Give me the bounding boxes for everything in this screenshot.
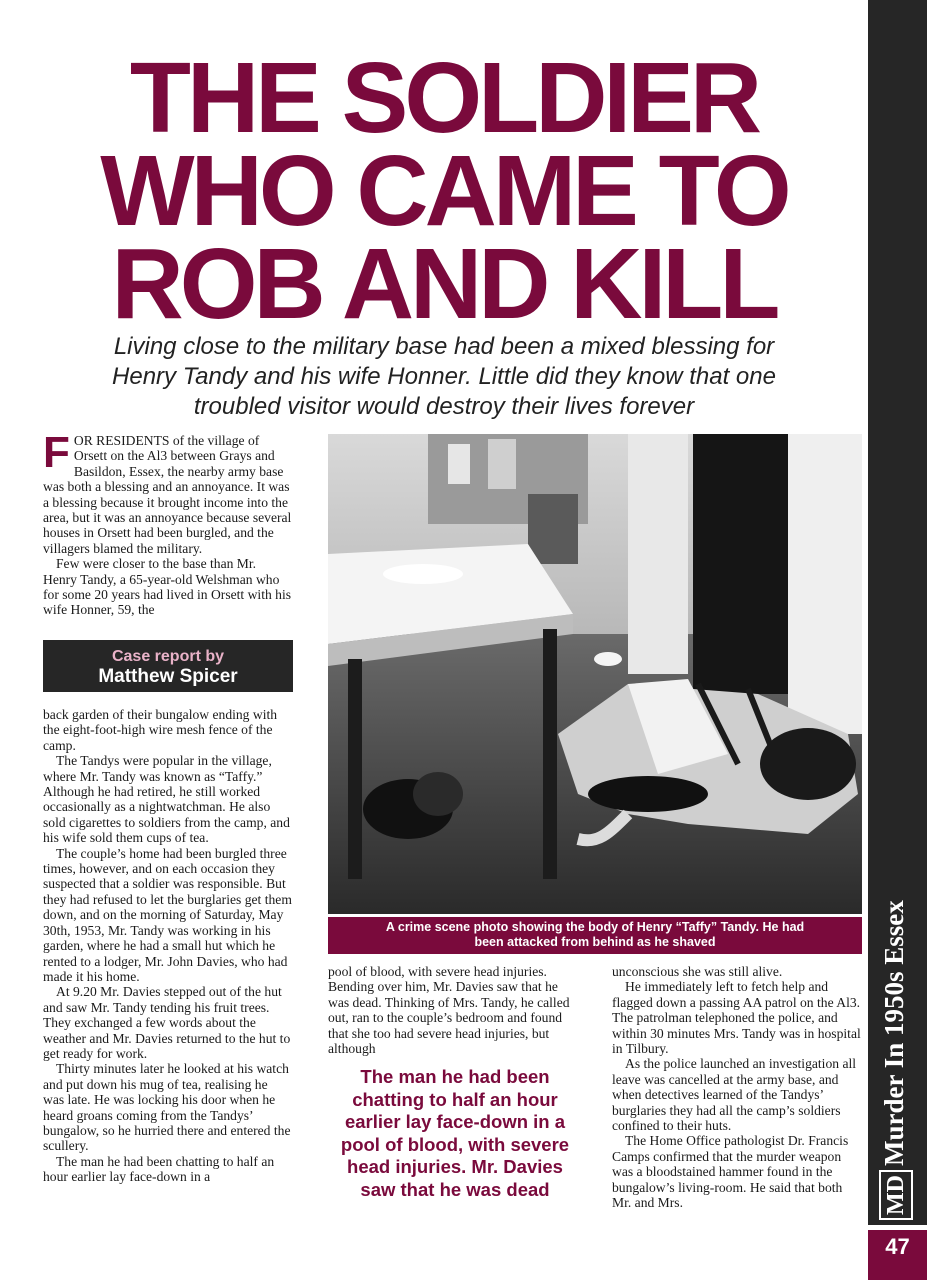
article-paragraph: The man he had been chatting to half an hour earlier lay face-down in a	[43, 1153, 275, 1185]
headline	[20, 42, 868, 340]
section-title-text: Murder In 1950s Essex	[879, 900, 909, 1167]
standfirst	[30, 332, 858, 422]
article-column-1-top	[43, 428, 292, 618]
article-column-2	[328, 964, 578, 1056]
article-paragraph: Few were closer to the base than Mr. Henry Tandy, a 65-year-old Welshman who for some 20 years had lived in Orsett with his wife Honner, 59, the	[43, 556, 292, 618]
article-paragraph: back garden of their bungalow ending with the eight-foot-high wire mesh fence of the camp.	[43, 707, 278, 753]
magazine-badge: MD	[879, 1170, 913, 1220]
crime-scene-photo	[328, 434, 862, 914]
standfirst-line: Henry Tandy and his wife Honner. Little did they know that one	[112, 363, 776, 390]
standfirst-line: troubled visitor would destroy their lives forever	[193, 393, 695, 420]
photo-caption	[328, 917, 862, 954]
article-paragraph: unconscious she was still alive.	[612, 964, 783, 979]
article-paragraph: pool of blood, with severe head injuries. Bending over him, Mr. Davies saw that he was dead. Thinking of Mrs. Tandy, he called out, ran to the couple’s bedroom and found that she too had severe head injuries, but although	[328, 964, 570, 1057]
page-number: 47	[868, 1230, 927, 1280]
pull-quote: The man he had been chatting to half an hour earlier lay face-down in a pool of blood, with severe head injuries. Mr. Davies saw that he was dead	[340, 1066, 570, 1200]
article-paragraph: As the police launched an investigation all leave was cancelled at the army base, and when detectives learned of the Tandys’ burglaries they had all the camp’s soldiers confined to their huts.	[612, 1056, 857, 1134]
article-paragraph: At 9.20 Mr. Davies stepped out of the hut and saw Mr. Tandy tending his fruit trees. They exchanged a few words about the weather and Mr. Davies returned to the hut to get ready for work.	[43, 984, 291, 1061]
article-paragraph: The Home Office pathologist Dr. Francis Camps confirmed that the murder weapon was a bloodstained hammer found in the bungalow’s living-room. He said that both Mr. and Mrs.	[612, 1133, 849, 1211]
headline-line: WHO CAME TO	[100, 135, 788, 247]
headline-line: ROB AND KILL	[111, 228, 777, 340]
byline-author: Matthew Spicer	[98, 666, 238, 687]
headline-line: THE SOLDIER	[129, 42, 759, 154]
article-column-3	[612, 964, 862, 1211]
drop-cap: F	[43, 428, 70, 477]
article-paragraph: The couple’s home had been burgled three times, however, and on each occasion they suspected that a soldier was responsible. But they had refused to let the burglaries get them down, and on the morning of Saturday, May 30th, 1953, Mr. Tandy was working in his garden, where he had a small hut which he rented to a lodger, Mr. John Davies, who had made it his home.	[43, 845, 292, 984]
article-column-1-bottom	[43, 707, 292, 1185]
standfirst-line: Living close to the military base had been a mixed blessing for	[113, 333, 775, 360]
photo-caption-line: A crime scene photo showing the body of Henry “Taffy” Tandy. He had	[385, 920, 805, 934]
photo-caption-line: been attacked from behind as he shaved	[474, 935, 716, 949]
article-paragraph: FOR RESIDENTS of the village of Orsett on the Al3 between Grays and Basildon, Essex, the nearby army base was both a blessing and an annoyance. It was a blessing because it brought income into the area, but it was an annoyance because several houses in Orsett had been burgled, and the villagers blamed the military.	[43, 428, 292, 556]
byline-box	[43, 640, 293, 692]
article-paragraph: Thirty minutes later he looked at his watch and put down his mug of tea, realising he was late. He was locking his door when he heard groans coming from the Tandys’ bungalow, so he hurried there and entered the scullery.	[43, 1061, 291, 1154]
article-paragraph: The Tandys were popular in the village, where Mr. Tandy was known as “Taffy.” Although he had retired, he still worked occasionally as a nightwatchman. He also sold cigarettes to soldiers from the camp, and his wife sold them cups of tea.	[43, 753, 290, 846]
article-paragraph: He immediately left to fetch help and flagged down a passing AA patrol on the Al3. The patrolman telephoned the police, and within 30 minutes Mrs. Tandy was in hospital in Tilbury.	[612, 979, 861, 1057]
byline-label: Case report by	[111, 648, 225, 665]
